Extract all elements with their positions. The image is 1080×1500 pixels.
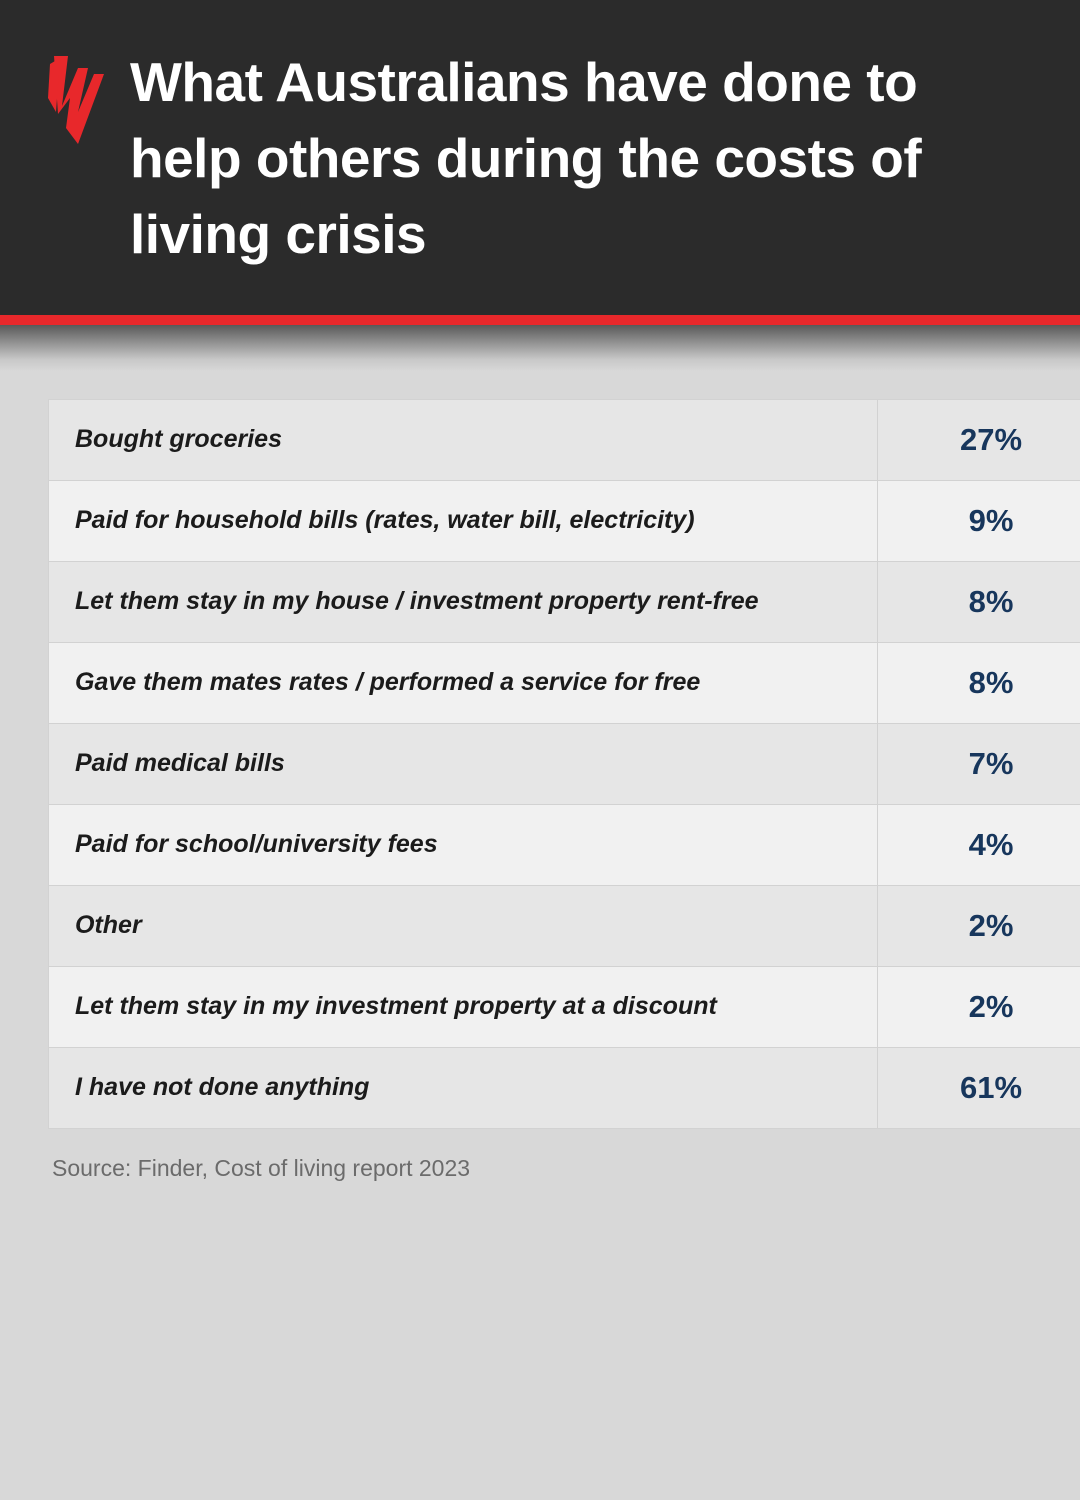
gradient-fade [0, 325, 1080, 371]
row-value: 7% [878, 724, 1080, 805]
table-row [49, 1048, 1080, 1129]
table-row [49, 400, 1080, 481]
row-label: Paid medical bills [49, 724, 878, 805]
row-value: 27% [878, 400, 1080, 481]
row-label: Paid for household bills (rates, water bill, electricity) [49, 481, 878, 562]
results-table [48, 399, 1080, 1129]
table-row [49, 805, 1080, 886]
row-label: Other [49, 886, 878, 967]
row-label: Bought groceries [49, 400, 878, 481]
source-note: Source: Finder, Cost of living report 2023 [52, 1155, 471, 1181]
table-row [49, 562, 1080, 643]
page-title: What Australians have done to help others during the costs of living crisis [130, 51, 922, 265]
row-label: I have not done anything [49, 1048, 878, 1129]
row-value: 8% [878, 643, 1080, 724]
row-value: 2% [878, 967, 1080, 1048]
accent-divider [0, 315, 1080, 325]
table-row [49, 724, 1080, 805]
table-row [49, 643, 1080, 724]
row-label: Gave them mates rates / performed a service for free [49, 643, 878, 724]
row-value: 2% [878, 886, 1080, 967]
row-label: Let them stay in my investment property at a discount [49, 967, 878, 1048]
header-banner [0, 0, 1080, 315]
row-value: 8% [878, 562, 1080, 643]
row-value: 4% [878, 805, 1080, 886]
row-value: 9% [878, 481, 1080, 562]
row-label: Let them stay in my house / investment property rent-free [49, 562, 878, 643]
table-row [49, 886, 1080, 967]
row-label: Paid for school/university fees [49, 805, 878, 886]
table-container [0, 371, 1080, 1129]
table-row [49, 967, 1080, 1048]
table-row [49, 481, 1080, 562]
row-value: 61% [878, 1048, 1080, 1129]
sbs-flame-logo-icon [48, 54, 108, 144]
